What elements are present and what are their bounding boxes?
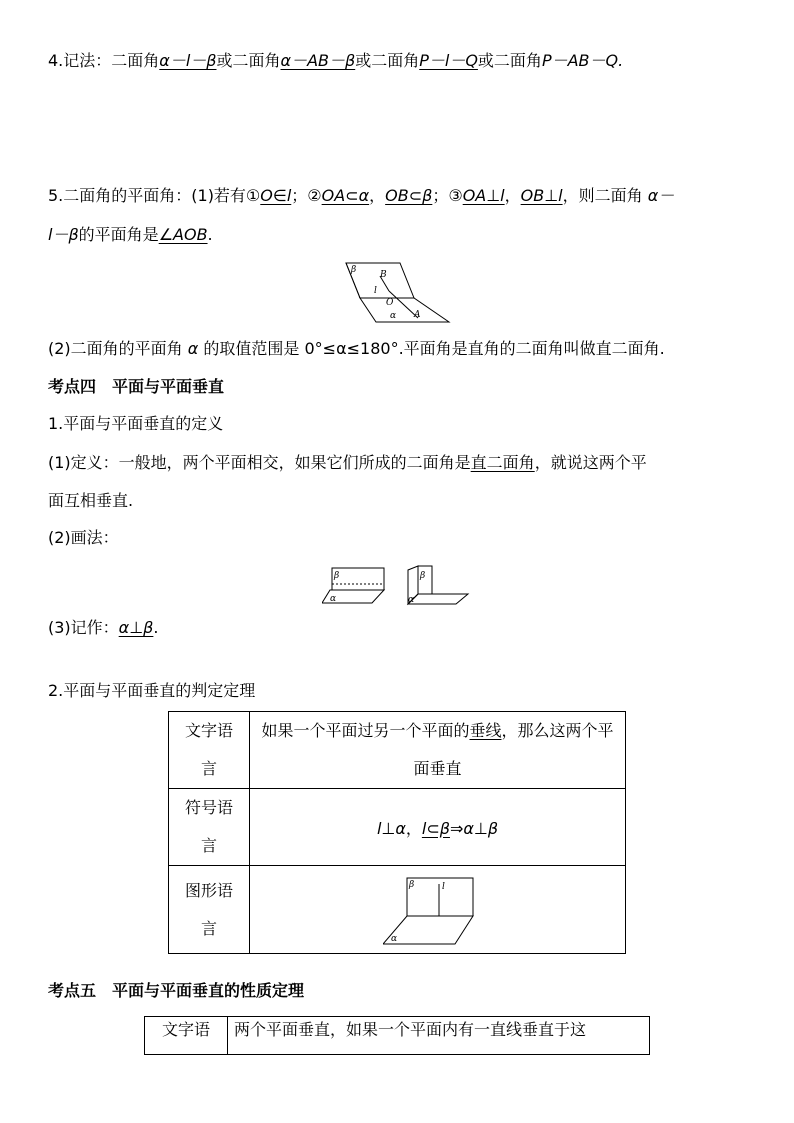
item5-text-b: ；② [291,186,322,205]
item5-cond1: O∈l [260,186,292,205]
table-content-cell [250,712,626,789]
symbol-lang: l⊥α，l⊂β⇒α⊥β [376,818,499,838]
sym-a: l⊥α [376,818,406,838]
fig1-O-label: O [386,298,394,308]
item5-line1: 5.二面角的平面角：(1)若有①O∈l；②OA⊂α，OB⊂β；③OA⊥l，OB⊥l，则二面角 α－ [48,186,675,205]
item5-text-a: 5.二面角的平面角：(1)若有① [48,186,261,205]
def-text-a: (1)定义：一般地，两个平面相交，如果它们所成的二面角是 [48,453,471,472]
section4-draw-label: (2)画法： [48,528,119,547]
section4-def-line1 [48,452,647,474]
item4-expr3: P－l－Q [419,51,478,70]
section4-sub1: 1.平面与平面垂直的定义 [48,414,224,433]
table-row [169,789,626,866]
table-content-cell [250,866,626,954]
section4-def-line2: 面互相垂直. [48,491,134,510]
row-content-text [258,712,618,788]
fig1-beta-label: β [351,265,357,275]
perpendicular-planes-figure [322,564,472,606]
row-label-text: 符号语言 [184,798,233,855]
fig1-A-label: A [414,310,421,320]
item4-expr2: α－AB－β [280,51,356,70]
fig1-l-label: l [374,286,377,296]
item5-range-var: α [187,339,199,358]
item4-or1: 或二面角 [216,51,281,70]
def-text-b: ，就说这两个平 [534,453,647,472]
table-row [169,866,626,954]
item4-line [48,50,623,72]
notation-b: . [153,618,159,637]
item5-cond2: OA⊂α [321,186,370,205]
fig1-alpha-label: α [390,311,397,321]
fig3-beta-label: β [420,571,426,581]
item5-text-c: ；③ [432,186,463,205]
fig2-beta-label: β [334,571,340,581]
def-answer: 直二面角 [470,453,535,472]
item5-line2 [48,224,213,246]
item5-text-d: 则二面角 [578,186,643,205]
table-label-cell [169,866,250,954]
fig2-alpha-label: α [330,594,337,604]
row-label-text: 图形语言 [184,880,233,938]
section4-notation [48,617,158,639]
item4-prefix: 4.记法：二面角 [48,51,160,70]
sym-c: ⇒α⊥β [449,818,499,838]
item5-answer: ∠AOB [158,225,208,244]
item5-cond3: OB⊂β [385,186,433,205]
row-label-text: 文字语言 [184,721,233,778]
text-lang-a: 如果一个平面过另一个平面的 [261,721,470,740]
item5-cond4: OA⊥l [462,186,505,205]
item5-line2-c: . [207,225,213,244]
table-row [145,1017,650,1055]
table-label-cell [169,789,250,866]
section4-title: 考点四 平面与平面垂直 [48,377,225,396]
fig4-l-label: l [441,881,445,892]
fig4-alpha-label: α [390,933,397,944]
row-label-text: 文字语 [161,1020,210,1039]
notation-answer: α⊥β [118,618,154,637]
item5-line2-b: 的平面角是 [78,225,159,244]
item4-expr1: α－l－β [159,51,217,70]
item5-cond5: OB⊥l [520,186,563,205]
notation-a: (3)记作： [48,618,119,637]
item4-expr4: P－AB－Q. [541,51,624,70]
item5-range-a: (2)二面角的平面角 [48,339,183,358]
item4-or3: 或二面角 [477,51,542,70]
row-content-text: 两个平面垂直，如果一个平面内有一直线垂直于这 [234,1020,587,1039]
fig3-alpha-label: α [408,595,415,605]
text-lang-ul: 垂线 [469,721,502,740]
property-table [144,1016,650,1055]
section5-title: 考点五 平面与平面垂直的性质定理 [48,981,305,1000]
item5-range-b: 的取值范围是 0°≤α≤180°.平面角是直角的二面角叫做直二面角. [203,339,665,358]
dihedral-angle-figure [344,258,454,326]
table-content-cell [228,1017,650,1055]
sym-b: l⊂β [421,818,450,838]
item5-range [48,338,665,360]
theorem-figure [383,874,493,946]
table-content-cell [250,789,626,866]
text-lang-b: ，那么这两个平面垂直 [413,721,614,778]
item5-text-e: α－ [647,186,675,205]
fig1-B-label: B [380,270,387,280]
item4-or2: 或二面角 [355,51,420,70]
item5-line2-a: l－β [48,225,79,244]
theorem-sub2: 2.平面与平面垂直的判定定理 [48,681,256,700]
table-row [169,712,626,789]
fig4-beta-label: β [408,879,414,890]
table-label-cell [145,1017,228,1055]
theorem-table [168,711,626,954]
table-label-cell [169,712,250,789]
